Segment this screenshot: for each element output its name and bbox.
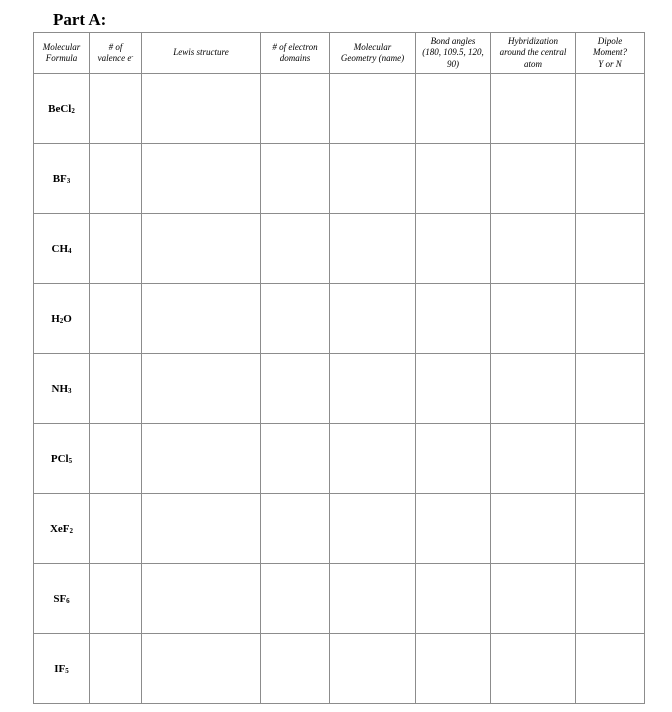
answer-cell[interactable] [330, 634, 416, 704]
answer-cell[interactable] [416, 74, 491, 144]
answer-cell[interactable] [142, 284, 261, 354]
column-header [416, 33, 491, 74]
answer-cell[interactable] [261, 144, 330, 214]
answer-cell[interactable] [491, 144, 576, 214]
answer-cell[interactable] [142, 74, 261, 144]
answer-cell[interactable] [330, 424, 416, 494]
column-header [90, 33, 142, 74]
answer-cell[interactable] [416, 494, 491, 564]
column-header-line: Moment? [593, 47, 627, 58]
molecular-formula-cell: XeF$_2$ [34, 494, 90, 564]
molecular-formula-cell: $CH_4$ [34, 214, 90, 284]
table-body [34, 74, 645, 704]
column-header-line: # of electron [272, 41, 318, 52]
answer-cell[interactable] [142, 564, 261, 634]
table-row [34, 284, 645, 354]
column-header-line: # of [108, 41, 123, 52]
column-header-line: domains [279, 53, 311, 63]
column-header [261, 33, 330, 74]
column-header-line: Hybridization [507, 36, 558, 47]
answer-cell[interactable] [416, 354, 491, 424]
table-row [34, 214, 645, 284]
answer-cell[interactable] [330, 214, 416, 284]
answer-cell[interactable] [416, 424, 491, 494]
answer-cell[interactable] [491, 354, 576, 424]
column-header [34, 33, 90, 74]
answer-cell[interactable] [416, 284, 491, 354]
answer-cell[interactable] [576, 284, 645, 354]
answer-cell[interactable] [491, 634, 576, 704]
molecular-formula-cell: $BF_3$ [34, 144, 90, 214]
answer-cell[interactable] [491, 494, 576, 564]
table-row [34, 144, 645, 214]
answer-cell[interactable] [416, 144, 491, 214]
molecular-formula-cell: $SF_6$ [34, 564, 90, 634]
column-header [142, 33, 261, 74]
table-row [34, 424, 645, 494]
molecular-formula-cell: PCl$_5$ [34, 424, 90, 494]
answer-cell[interactable] [576, 424, 645, 494]
answer-cell[interactable] [261, 74, 330, 144]
answer-cell[interactable] [330, 74, 416, 144]
answer-cell[interactable] [261, 564, 330, 634]
table-row [34, 74, 645, 144]
answer-cell[interactable] [261, 214, 330, 284]
table-row [34, 634, 645, 704]
column-header-line: Molecular [42, 41, 81, 52]
page-title: Part A: [53, 10, 107, 29]
answer-cell[interactable] [330, 144, 416, 214]
answer-cell[interactable] [576, 214, 645, 284]
column-header [330, 33, 416, 74]
answer-cell[interactable] [576, 494, 645, 564]
answer-cell[interactable] [90, 424, 142, 494]
answer-cell[interactable] [330, 284, 416, 354]
column-header-line: around the central [499, 47, 567, 58]
column-header-line: 90) [447, 58, 459, 69]
answer-cell[interactable] [90, 354, 142, 424]
column-header-line: Formula [45, 53, 78, 63]
answer-cell[interactable] [261, 354, 330, 424]
answer-cell[interactable] [261, 634, 330, 704]
answer-cell[interactable] [90, 494, 142, 564]
column-header-line: valence e- [97, 53, 134, 63]
answer-cell[interactable] [576, 564, 645, 634]
answer-cell[interactable] [142, 214, 261, 284]
answer-cell[interactable] [491, 564, 576, 634]
answer-cell[interactable] [576, 634, 645, 704]
table-row [34, 354, 645, 424]
answer-cell[interactable] [261, 424, 330, 494]
answer-cell[interactable] [330, 494, 416, 564]
column-header-line: Molecular [353, 41, 392, 52]
answer-cell[interactable] [330, 354, 416, 424]
answer-cell[interactable] [142, 494, 261, 564]
header-row [34, 33, 645, 74]
answer-cell[interactable] [491, 74, 576, 144]
column-header-line: Geometry (name) [340, 53, 405, 63]
answer-cell[interactable] [90, 74, 142, 144]
column-header [576, 33, 645, 74]
table-row [34, 564, 645, 634]
answer-cell[interactable] [261, 494, 330, 564]
answer-cell[interactable] [576, 144, 645, 214]
answer-cell[interactable] [491, 214, 576, 284]
answer-cell[interactable] [142, 144, 261, 214]
answer-cell[interactable] [261, 284, 330, 354]
column-header-superscript: - [131, 54, 134, 60]
answer-cell[interactable] [90, 564, 142, 634]
column-header-line: atom [524, 58, 542, 69]
column-header-line: Bond angles [430, 36, 476, 47]
column-header-line: Dipole [597, 36, 623, 47]
column-header-line: Y or N [598, 58, 622, 69]
answer-cell[interactable] [576, 354, 645, 424]
column-header-line: Lewis structure [173, 47, 229, 58]
molecular-formula-cell: $H_2O$ [34, 284, 90, 354]
molecular-formula-cell: $IF_5$ [34, 634, 90, 704]
answer-cell[interactable] [416, 564, 491, 634]
answer-cell[interactable] [491, 284, 576, 354]
answer-cell[interactable] [90, 144, 142, 214]
answer-cell[interactable] [142, 354, 261, 424]
worksheet-table [33, 32, 645, 704]
answer-cell[interactable] [491, 424, 576, 494]
molecular-formula-cell: BeCl$_2$ [34, 74, 90, 144]
answer-cell[interactable] [142, 424, 261, 494]
answer-cell[interactable] [416, 214, 491, 284]
answer-cell[interactable] [142, 634, 261, 704]
column-header [491, 33, 576, 74]
table-row [34, 494, 645, 564]
column-header-line: (180, 109.5, 120, [422, 47, 484, 58]
answer-cell[interactable] [416, 634, 491, 704]
answer-cell[interactable] [330, 564, 416, 634]
answer-cell[interactable] [90, 284, 142, 354]
answer-cell[interactable] [576, 74, 645, 144]
answer-cell[interactable] [90, 634, 142, 704]
molecular-formula-cell: $NH_3$ [34, 354, 90, 424]
answer-cell[interactable] [90, 214, 142, 284]
